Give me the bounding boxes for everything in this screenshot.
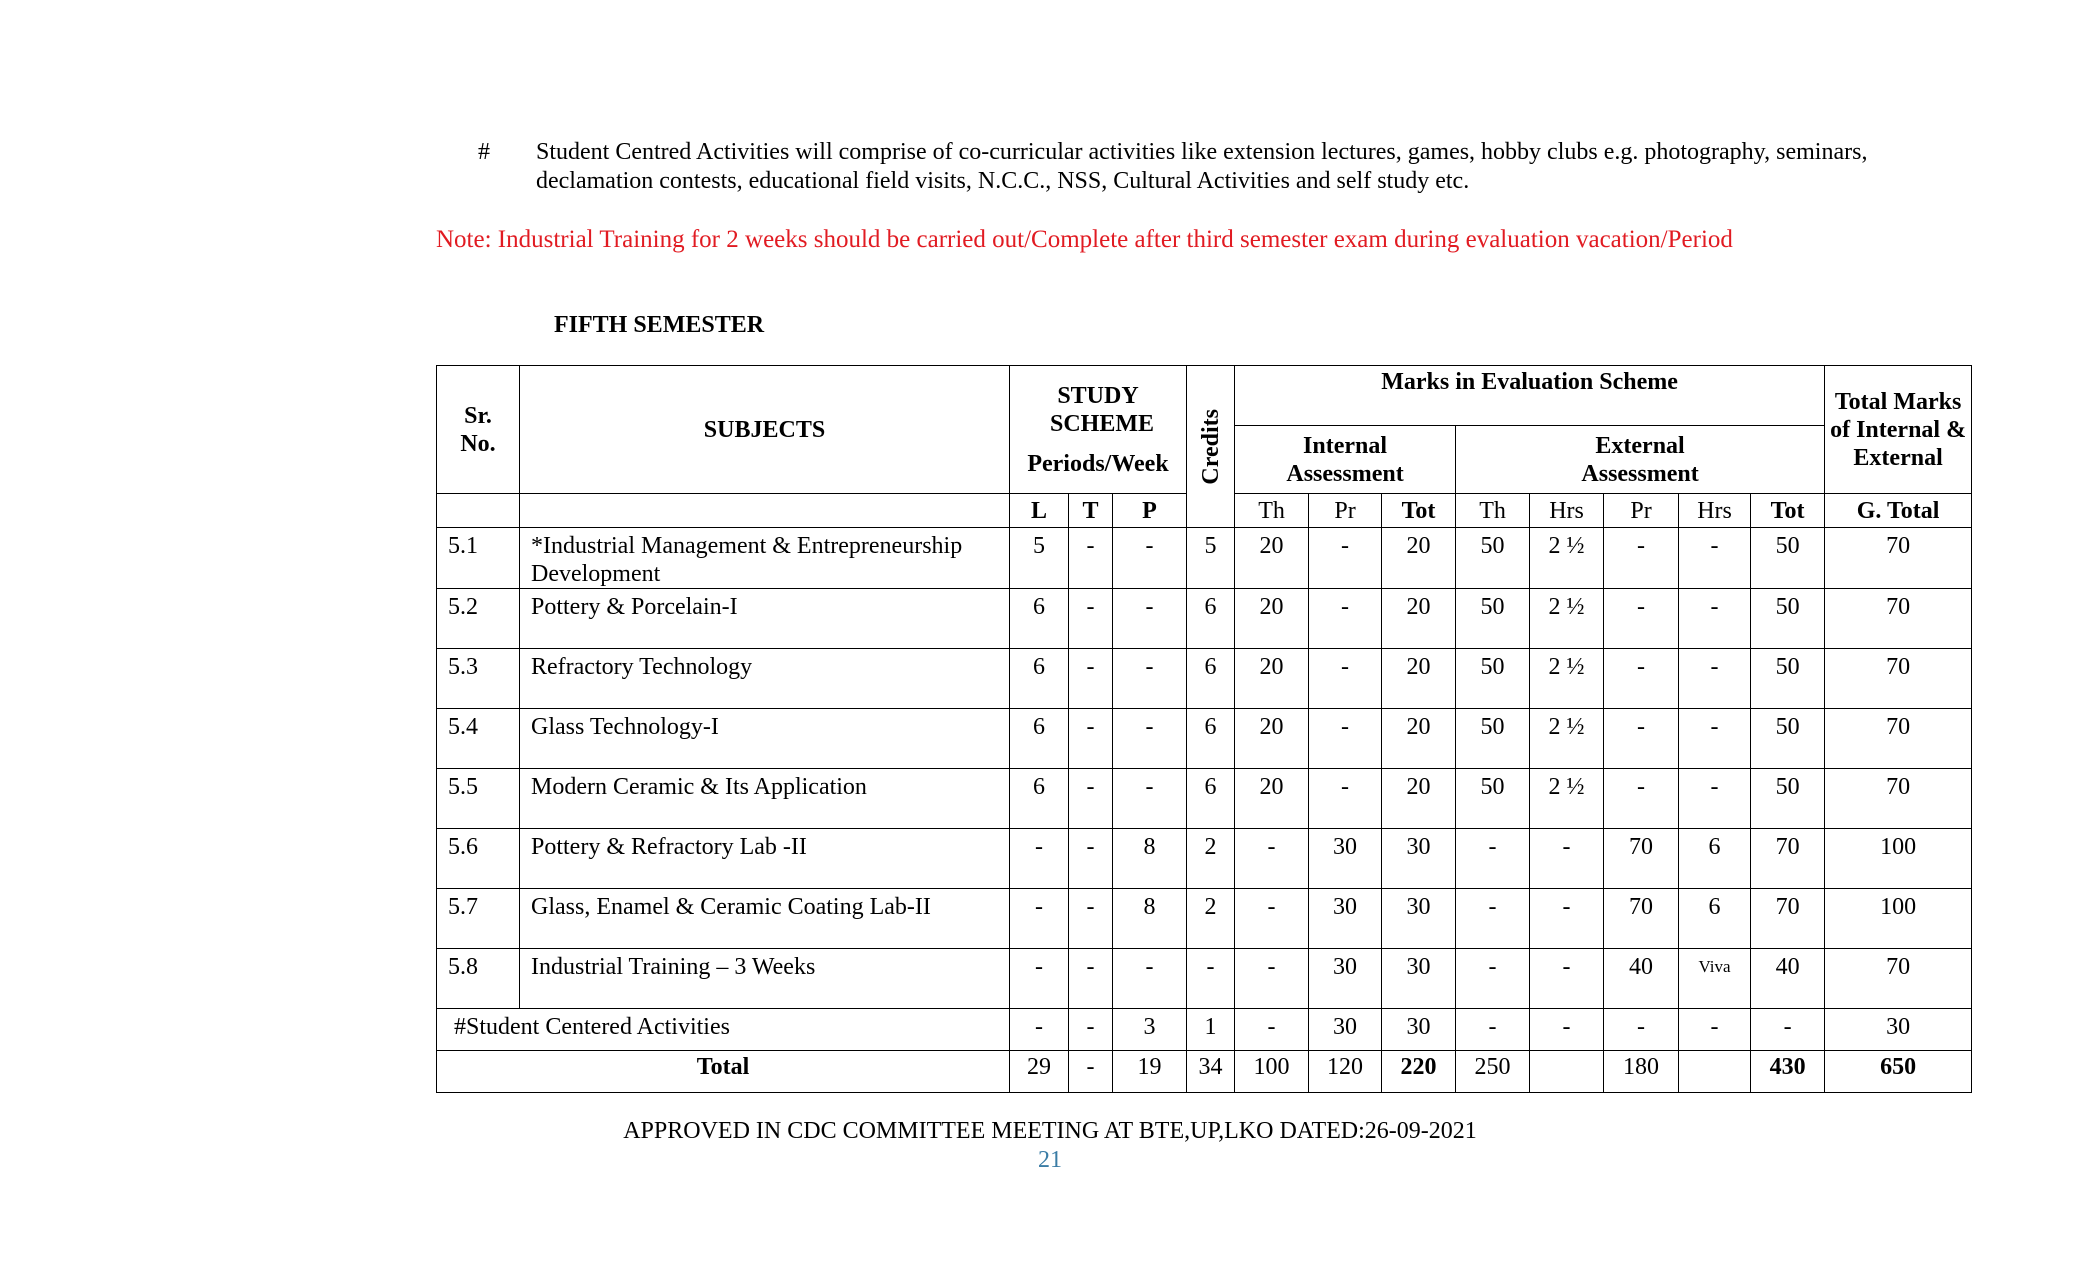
row-credits: 6 bbox=[1187, 649, 1235, 709]
row-credits: 6 bbox=[1187, 589, 1235, 649]
header-sr-no: Sr. No. bbox=[437, 366, 520, 494]
row-subject: Refractory Technology bbox=[520, 649, 1010, 709]
page-number: 21 bbox=[1038, 1147, 1062, 1173]
row-credits: 2 bbox=[1187, 829, 1235, 889]
row-p: 8 bbox=[1113, 829, 1187, 889]
activities-p: 3 bbox=[1113, 1009, 1187, 1051]
header-blank-subjects bbox=[520, 494, 1010, 528]
row-sr-no: 5.3 bbox=[437, 649, 520, 709]
table-row bbox=[437, 889, 1972, 949]
row-subject: Pottery & Porcelain-I bbox=[520, 589, 1010, 649]
row-ext-hrs: - bbox=[1530, 949, 1604, 1009]
header-ext-pr: Pr bbox=[1604, 494, 1679, 528]
total-ext-tot: 430 bbox=[1751, 1051, 1825, 1093]
activities-int-th: - bbox=[1235, 1009, 1309, 1051]
row-ext-pr: 40 bbox=[1604, 949, 1679, 1009]
row-l: 5 bbox=[1010, 528, 1069, 589]
row-int-th: 20 bbox=[1235, 709, 1309, 769]
activities-ext-th: - bbox=[1456, 1009, 1530, 1051]
row-p: - bbox=[1113, 949, 1187, 1009]
row-int-tot: 20 bbox=[1382, 528, 1456, 589]
row-g-total: 70 bbox=[1825, 769, 1972, 829]
row-t: - bbox=[1069, 649, 1113, 709]
row-l: 6 bbox=[1010, 589, 1069, 649]
total-int-th: 100 bbox=[1235, 1051, 1309, 1093]
row-subject: Industrial Training – 3 Weeks bbox=[520, 949, 1010, 1009]
activities-credits: 1 bbox=[1187, 1009, 1235, 1051]
row-credits: - bbox=[1187, 949, 1235, 1009]
row-int-th: - bbox=[1235, 829, 1309, 889]
row-t: - bbox=[1069, 528, 1113, 589]
total-g-total: 650 bbox=[1825, 1051, 1972, 1093]
row-g-total: 70 bbox=[1825, 528, 1972, 589]
row-ext-hrs-2: - bbox=[1679, 589, 1751, 649]
row-ext-pr: 70 bbox=[1604, 889, 1679, 949]
row-ext-hrs: - bbox=[1530, 829, 1604, 889]
row-ext-pr: - bbox=[1604, 769, 1679, 829]
row-ext-hrs: 2 ½ bbox=[1530, 589, 1604, 649]
row-ext-hrs-2: 6 bbox=[1679, 889, 1751, 949]
activities-ext-pr: - bbox=[1604, 1009, 1679, 1051]
row-ext-th: - bbox=[1456, 889, 1530, 949]
row-sr-no: 5.7 bbox=[437, 889, 520, 949]
table-row bbox=[437, 769, 1972, 829]
row-ext-th: - bbox=[1456, 949, 1530, 1009]
row-subject: Pottery & Refractory Lab -II bbox=[520, 829, 1010, 889]
header-total-marks: Total Marks of Internal & External bbox=[1825, 366, 1972, 494]
row-int-tot: 20 bbox=[1382, 589, 1456, 649]
row-g-total: 70 bbox=[1825, 649, 1972, 709]
row-ext-th: 50 bbox=[1456, 528, 1530, 589]
row-p: - bbox=[1113, 769, 1187, 829]
row-subject: Glass Technology-I bbox=[520, 709, 1010, 769]
footnote-text: Student Centred Activities will comprise of co-curricular activities like extension lectures, games, hobby clubs e.g. photography, seminars, declamation contests, educational field visits, N.C.C., NSS, Cultural Activities and self study etc. bbox=[536, 139, 1868, 194]
activities-t: - bbox=[1069, 1009, 1113, 1051]
industrial-training-note: Note: Industrial Training for 2 weeks should be carried out/Complete after third semester exam during evaluation vacation/Period bbox=[436, 226, 1733, 253]
row-sr-no: 5.1 bbox=[437, 528, 520, 589]
total-ext-th: 250 bbox=[1456, 1051, 1530, 1093]
row-int-th: 20 bbox=[1235, 649, 1309, 709]
row-ext-tot: 50 bbox=[1751, 649, 1825, 709]
row-int-tot: 30 bbox=[1382, 829, 1456, 889]
row-ext-hrs-2: 6 bbox=[1679, 829, 1751, 889]
row-p: 8 bbox=[1113, 889, 1187, 949]
header-ext-hrs: Hrs bbox=[1530, 494, 1604, 528]
row-sr-no: 5.6 bbox=[437, 829, 520, 889]
row-ext-tot: 50 bbox=[1751, 589, 1825, 649]
approval-line: APPROVED IN CDC COMMITTEE MEETING AT BTE,UP,LKO DATED:26-09-2021 bbox=[623, 1118, 1477, 1144]
row-ext-pr: 70 bbox=[1604, 829, 1679, 889]
table-row bbox=[437, 709, 1972, 769]
row-l: - bbox=[1010, 889, 1069, 949]
row-subject: Modern Ceramic & Its Application bbox=[520, 769, 1010, 829]
row-ext-pr: - bbox=[1604, 649, 1679, 709]
row-l: - bbox=[1010, 829, 1069, 889]
activities-l: - bbox=[1010, 1009, 1069, 1051]
header-marks-scheme: Marks in Evaluation Scheme bbox=[1235, 366, 1825, 426]
row-ext-tot: 50 bbox=[1751, 709, 1825, 769]
row-int-tot: 20 bbox=[1382, 649, 1456, 709]
activities-int-tot: 30 bbox=[1382, 1009, 1456, 1051]
total-int-tot: 220 bbox=[1382, 1051, 1456, 1093]
total-credits: 34 bbox=[1187, 1051, 1235, 1093]
total-row bbox=[437, 1051, 1972, 1093]
activities-ext-hrs: - bbox=[1530, 1009, 1604, 1051]
row-int-tot: 30 bbox=[1382, 889, 1456, 949]
row-t: - bbox=[1069, 949, 1113, 1009]
study-scheme-label: STUDY SCHEME bbox=[1050, 382, 1155, 437]
row-int-pr: 30 bbox=[1309, 949, 1382, 1009]
header-subjects: SUBJECTS bbox=[520, 366, 1010, 494]
row-ext-pr: - bbox=[1604, 528, 1679, 589]
footnote-mark: # bbox=[478, 139, 490, 165]
row-sr-no: 5.5 bbox=[437, 769, 520, 829]
row-ext-tot: 50 bbox=[1751, 528, 1825, 589]
total-ext-pr: 180 bbox=[1604, 1051, 1679, 1093]
row-t: - bbox=[1069, 889, 1113, 949]
activities-row bbox=[437, 1009, 1972, 1051]
total-l: 29 bbox=[1010, 1051, 1069, 1093]
row-ext-tot: 70 bbox=[1751, 889, 1825, 949]
row-ext-th: 50 bbox=[1456, 709, 1530, 769]
row-l: 6 bbox=[1010, 649, 1069, 709]
row-int-tot: 20 bbox=[1382, 709, 1456, 769]
activities-ext-hrs-2: - bbox=[1679, 1009, 1751, 1051]
header-ext-hrs-2: Hrs bbox=[1679, 494, 1751, 528]
table-row bbox=[437, 528, 1972, 589]
header-ext-th: Th bbox=[1456, 494, 1530, 528]
total-t: - bbox=[1069, 1051, 1113, 1093]
row-int-tot: 30 bbox=[1382, 949, 1456, 1009]
header-external-assessment: External Assessment bbox=[1456, 426, 1825, 494]
header-t: T bbox=[1069, 494, 1113, 528]
semester-title: FIFTH SEMESTER bbox=[554, 312, 765, 338]
row-l: 6 bbox=[1010, 709, 1069, 769]
row-subject: *Industrial Management & Entrepreneurship Development bbox=[520, 528, 1010, 589]
row-ext-hrs: 2 ½ bbox=[1530, 769, 1604, 829]
row-int-pr: - bbox=[1309, 649, 1382, 709]
row-l: - bbox=[1010, 949, 1069, 1009]
row-ext-hrs-2: Viva bbox=[1679, 949, 1751, 1009]
row-g-total: 70 bbox=[1825, 709, 1972, 769]
row-int-pr: 30 bbox=[1309, 889, 1382, 949]
row-sr-no: 5.8 bbox=[437, 949, 520, 1009]
row-ext-th: 50 bbox=[1456, 769, 1530, 829]
header-int-th: Th bbox=[1235, 494, 1309, 528]
row-ext-pr: - bbox=[1604, 589, 1679, 649]
row-int-pr: - bbox=[1309, 589, 1382, 649]
row-credits: 5 bbox=[1187, 528, 1235, 589]
row-g-total: 100 bbox=[1825, 889, 1972, 949]
row-t: - bbox=[1069, 829, 1113, 889]
row-int-pr: - bbox=[1309, 769, 1382, 829]
evaluation-scheme-table bbox=[436, 365, 1972, 1093]
row-ext-hrs: 2 ½ bbox=[1530, 528, 1604, 589]
row-int-pr: - bbox=[1309, 709, 1382, 769]
row-g-total: 70 bbox=[1825, 949, 1972, 1009]
header-internal-assessment: Internal Assessment bbox=[1235, 426, 1456, 494]
row-int-pr: - bbox=[1309, 528, 1382, 589]
header-credits bbox=[1187, 366, 1235, 528]
row-ext-tot: 50 bbox=[1751, 769, 1825, 829]
header-ext-tot: Tot bbox=[1751, 494, 1825, 528]
row-ext-th: 50 bbox=[1456, 589, 1530, 649]
row-p: - bbox=[1113, 709, 1187, 769]
row-p: - bbox=[1113, 528, 1187, 589]
total-p: 19 bbox=[1113, 1051, 1187, 1093]
row-int-tot: 20 bbox=[1382, 769, 1456, 829]
row-ext-tot: 40 bbox=[1751, 949, 1825, 1009]
row-sr-no: 5.2 bbox=[437, 589, 520, 649]
row-ext-th: 50 bbox=[1456, 649, 1530, 709]
row-g-total: 70 bbox=[1825, 589, 1972, 649]
row-ext-hrs: - bbox=[1530, 889, 1604, 949]
row-ext-th: - bbox=[1456, 829, 1530, 889]
periods-week-label: Periods/Week bbox=[1027, 450, 1169, 477]
row-credits: 6 bbox=[1187, 709, 1235, 769]
header-study-scheme bbox=[1010, 366, 1187, 494]
row-int-th: 20 bbox=[1235, 528, 1309, 589]
header-int-pr: Pr bbox=[1309, 494, 1382, 528]
header-int-tot: Tot bbox=[1382, 494, 1456, 528]
table-row bbox=[437, 589, 1972, 649]
row-t: - bbox=[1069, 769, 1113, 829]
activities-int-pr: 30 bbox=[1309, 1009, 1382, 1051]
student-activities-footnote bbox=[478, 138, 1958, 196]
row-t: - bbox=[1069, 589, 1113, 649]
total-int-pr: 120 bbox=[1309, 1051, 1382, 1093]
row-ext-hrs-2: - bbox=[1679, 769, 1751, 829]
table-row bbox=[437, 649, 1972, 709]
row-g-total: 100 bbox=[1825, 829, 1972, 889]
header-g-total: G. Total bbox=[1825, 494, 1972, 528]
row-p: - bbox=[1113, 649, 1187, 709]
row-int-th: 20 bbox=[1235, 589, 1309, 649]
row-credits: 2 bbox=[1187, 889, 1235, 949]
row-l: 6 bbox=[1010, 769, 1069, 829]
row-subject: Glass, Enamel & Ceramic Coating Lab-II bbox=[520, 889, 1010, 949]
credits-label: Credits bbox=[1197, 408, 1224, 485]
row-ext-hrs: 2 ½ bbox=[1530, 709, 1604, 769]
row-int-th: 20 bbox=[1235, 769, 1309, 829]
total-ext-hrs-2 bbox=[1679, 1051, 1751, 1093]
activities-subject: #Student Centered Activities bbox=[437, 1009, 1010, 1051]
row-ext-pr: - bbox=[1604, 709, 1679, 769]
header-p: P bbox=[1113, 494, 1187, 528]
row-int-pr: 30 bbox=[1309, 829, 1382, 889]
table-row bbox=[437, 949, 1972, 1009]
row-int-th: - bbox=[1235, 889, 1309, 949]
row-p: - bbox=[1113, 589, 1187, 649]
row-credits: 6 bbox=[1187, 769, 1235, 829]
row-sr-no: 5.4 bbox=[437, 709, 520, 769]
header-l: L bbox=[1010, 494, 1069, 528]
total-label: Total bbox=[437, 1051, 1010, 1093]
header-blank-sr bbox=[437, 494, 520, 528]
activities-g-total: 30 bbox=[1825, 1009, 1972, 1051]
row-int-th: - bbox=[1235, 949, 1309, 1009]
table-row bbox=[437, 829, 1972, 889]
row-ext-hrs-2: - bbox=[1679, 528, 1751, 589]
row-t: - bbox=[1069, 709, 1113, 769]
row-ext-hrs-2: - bbox=[1679, 709, 1751, 769]
activities-ext-tot: - bbox=[1751, 1009, 1825, 1051]
row-ext-tot: 70 bbox=[1751, 829, 1825, 889]
total-ext-hrs bbox=[1530, 1051, 1604, 1093]
row-ext-hrs-2: - bbox=[1679, 649, 1751, 709]
row-ext-hrs: 2 ½ bbox=[1530, 649, 1604, 709]
